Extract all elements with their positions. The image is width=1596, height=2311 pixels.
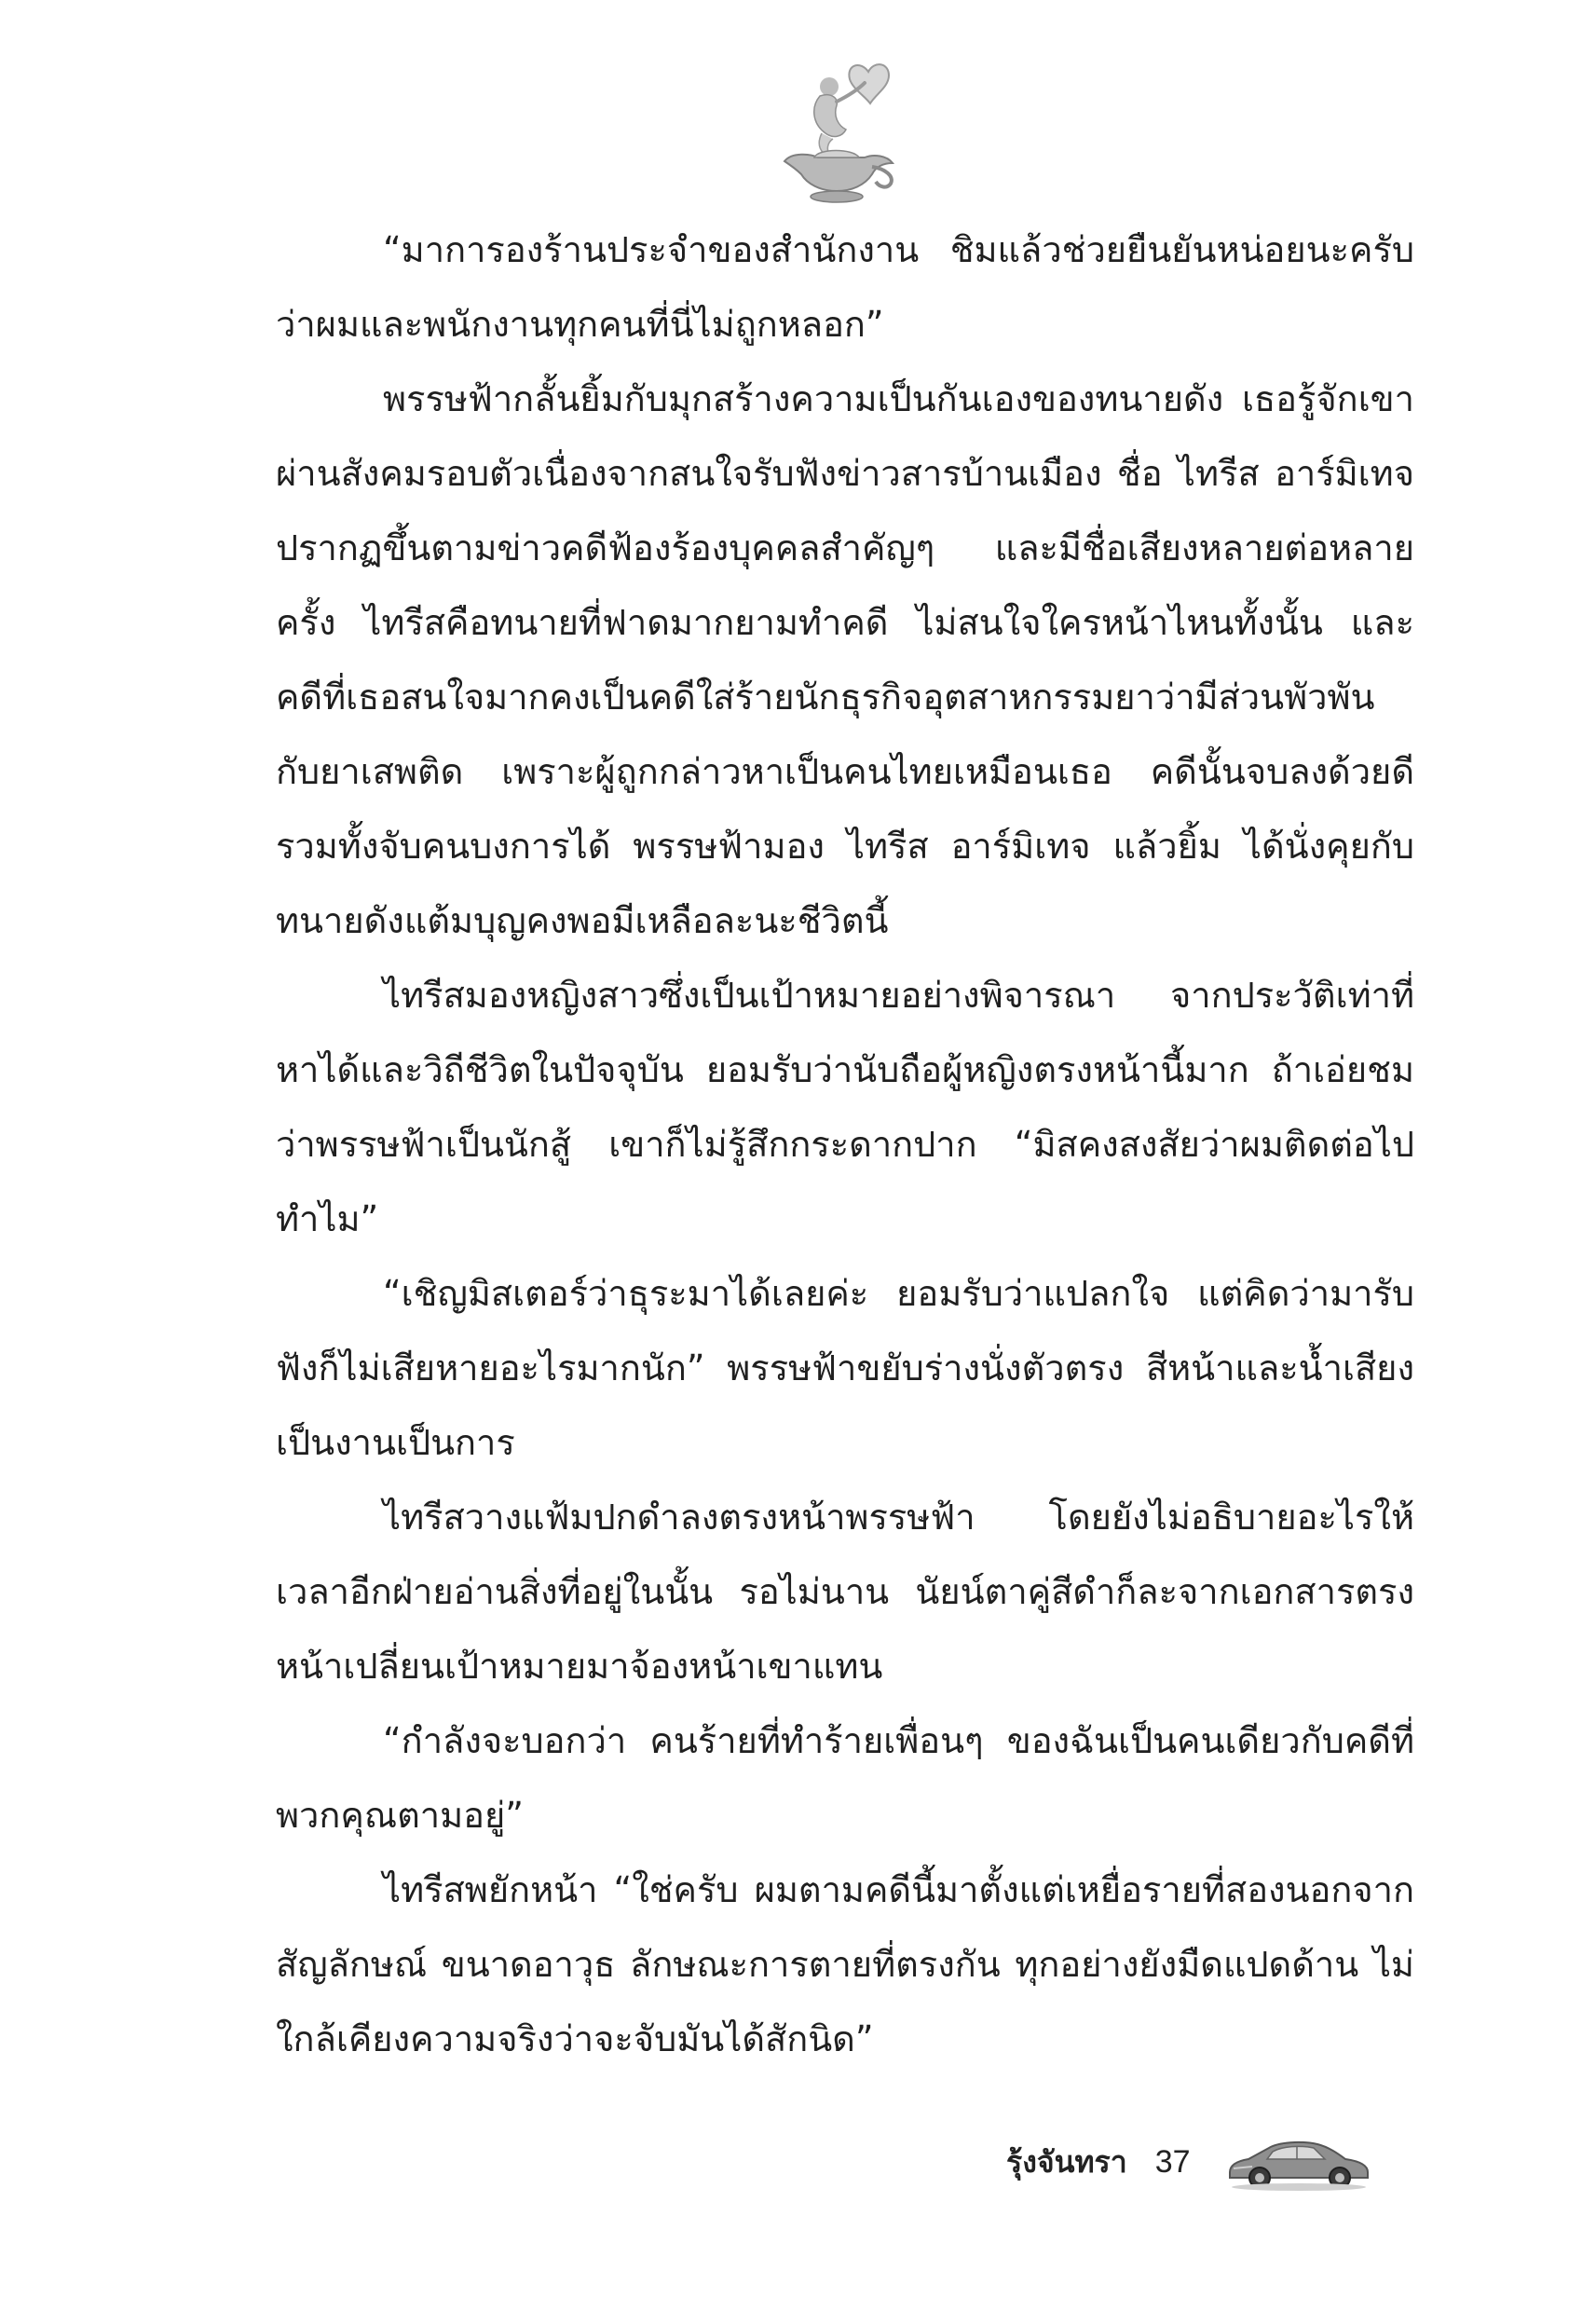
paragraph: “เชิญมิสเตอร์ว่าธุระมาได้เลยค่ะ ยอมรับว่าแปลกใจ แต่คิดว่ามารับฟังก็ไม่เสียหายอะไรมากนัก” พรรษฟ้าขยับร่างนั่งตัวตรง สีหน้าและน้ำเสียงเป็นงานเป็นการ — [276, 1273, 1414, 1463]
paragraph: “มาการองร้านประจำของสำนักงาน ชิมแล้วช่วยยืนยันหน่อยนะครับว่าผมและพนักงานทุกคนที่นี่ไม่ถูกหลอก” — [276, 229, 1414, 345]
paragraph: พรรษฟ้ากลั้นยิ้มกับมุกสร้างความเป็นกันเองของทนายดัง เธอรู้จักเขาผ่านสังคมรอบตัวเนื่องจากสนใจรับฟังข่าวสารบ้านเมือง ชื่อ ไทรีส อาร์มิเทจ ปรากฏขึ้นตามข่าวคดีฟ้องร้องบุคคลสำคัญๆ และมีชื่อเสียงหลายต่อหลายครั้ง ไทรีสคือทนายที่ฟาดมากยามทำคดี ไม่สนใจใครหน้าไหนทั้งนั้น และคดีที่เธอสนใจมากคงเป็นคดีใส่ร้ายนักธุรกิจอุตสาหกรรมยาว่ามีส่วนพัวพันกับยาเสพติด เพราะผู้ถูกกล่าวหาเป็นคนไทยเหมือนเธอ คดีนั้นจบลงด้วยดี รวมทั้งจับคนบงการได้ พรรษฟ้ามอง ไทรีส อาร์มิเทจ แล้วยิ้ม ได้นั่งคุยกับทนายดังแต้มบุญคงพอมีเหลือละนะชีวิตนี้ — [276, 378, 1414, 941]
paragraph: ไทรีสมองหญิงสาวซึ่งเป็นเป้าหมายอย่างพิจารณา จากประวัติเท่าที่หาได้และวิถีชีวิตในปัจจุบัน ยอมรับว่านับถือผู้หญิงตรงหน้านี้มาก ถ้าเอ่ยชมว่าพรรษฟ้าเป็นนักสู้ เขาก็ไม่รู้สึกกระดากปาก “มิสคงสงสัยว่าผมติดต่อไปทำไม” — [276, 975, 1414, 1239]
book-title: รุ้งจันทรา — [1006, 2143, 1127, 2180]
paragraph: ไทรีสวางแฟ้มปกดำลงตรงหน้าพรรษฟ้า โดยยังไม่อธิบายอะไรให้เวลาอีกฝ่ายอ่านสิ่งที่อยู่ในนั้น รอไม่นาน นัยน์ตาคู่สีดำก็ละจากเอกสารตรงหน้าเปลี่ยนเป้าหมายมาจ้องหน้าเขาแทน — [276, 1497, 1414, 1687]
text-body — [276, 212, 1414, 2076]
paragraph: “กำลังจะบอกว่า คนร้ายที่ทำร้ายเพื่อนๆ ของฉันเป็นคนเดียวกับคดีที่พวกคุณตามอยู่” — [276, 1720, 1414, 1836]
paragraph: ไทรีสพยักหน้า “ใช่ครับ ผมตามคดีนี้มาตั้งแต่เหยื่อรายที่สองนอกจากสัญลักษณ์ ขนาดอาวุธ ลักษณะการตายที่ตรงกัน ทุกอย่างยังมืดแปดด้าน ไม่ใกล้เคียงความจริงว่าจะจับมันได้สักนิด” — [276, 1869, 1414, 2059]
lamp-emblem-icon — [764, 51, 904, 210]
car-icon — [1224, 2131, 1373, 2193]
page-footer — [1006, 2125, 1373, 2199]
page-number: 37 — [1154, 2143, 1191, 2180]
